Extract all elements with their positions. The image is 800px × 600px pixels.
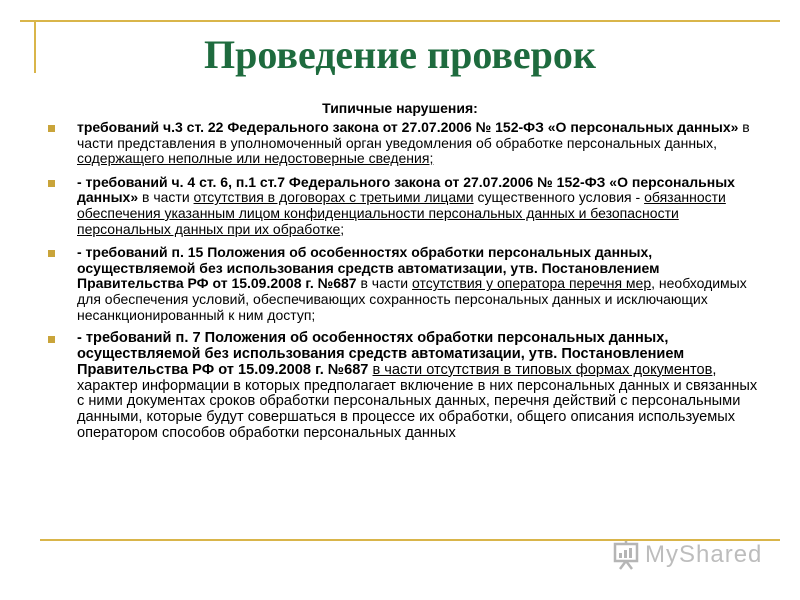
violation-text-part: в части представления в уполномоченный орган уведомления об обработке персональных данных,: [77, 119, 750, 151]
watermark-logo: [611, 539, 762, 571]
square-bullet-icon: [48, 250, 55, 257]
violation-text-part: в части: [356, 275, 412, 292]
violation-text-part: обязанности обеспечения указанным лицом конфиденциальности персональных данных и безопасности персональных данных при их обработке: [77, 189, 726, 237]
square-bullet-icon: [48, 125, 55, 132]
violation-item: [46, 175, 758, 237]
violation-text-part: , характер информации в которых предполагает включение в них персональных данных и связанных с ними документах сроков обработки персональных данных, перечня действий с персональными данными, которые будут совершаться в процессе их обработки, общего описания используемых оператором способов обработки персональных данных: [77, 361, 758, 441]
top-divider-line: [20, 20, 780, 22]
violation-text-part: - требований п. 7 Положения об особенностях обработки персональных данных, осуществляемой без использования средств автоматизации, утв. Постановлением Правительства РФ от 15.09.2008 г. №687: [77, 330, 685, 378]
violation-text-part: содержащего неполные или недостоверные сведения;: [77, 150, 434, 167]
violations-list: [46, 120, 758, 450]
presentation-board-icon: [611, 540, 641, 570]
violation-text-part: существенного условия -: [473, 189, 645, 206]
violation-text-part: - требований ч. 4 ст. 6, п.1 ст.7 Федерального закона от 27.07.2006 № 152-ФЗ «О персональных данных»: [77, 173, 735, 206]
violation-item: [46, 331, 758, 442]
violation-text-part: в части отсутствия в типовых формах документов: [372, 361, 713, 378]
violation-text-part: отсутствия в договорах с третьими лицами: [193, 189, 474, 206]
violation-text-part: требований ч.3 ст. 22 Федерального закона от 27.07.2006 № 152-ФЗ «О персональных данных»: [77, 119, 739, 135]
square-bullet-icon: [48, 180, 55, 187]
violation-item: [46, 120, 758, 167]
violation-text-part: , необходимых для обеспечения условий, обеспечивающих сохранность персональных данных и исключающих несанкционированный к ним доступ;: [77, 275, 747, 323]
violation-item: [46, 245, 758, 323]
watermark-text: MyShared: [645, 541, 763, 568]
violation-text-part: в части: [138, 189, 194, 206]
violation-text-part: - требований п. 15 Положения об особенностях обработки персональных данных, осуществляемой без использования средств автоматизации, утв. Постановлением Правительства РФ от 15.09.2008 г. №687: [77, 244, 660, 292]
square-bullet-icon: [48, 336, 55, 343]
slide-title: Проведение проверок: [204, 32, 596, 77]
violation-text-part: отсутствия у оператора перечня мер: [412, 275, 652, 292]
violation-text-part: ;: [340, 220, 345, 237]
slide-subtitle: Типичные нарушения:: [322, 100, 478, 116]
